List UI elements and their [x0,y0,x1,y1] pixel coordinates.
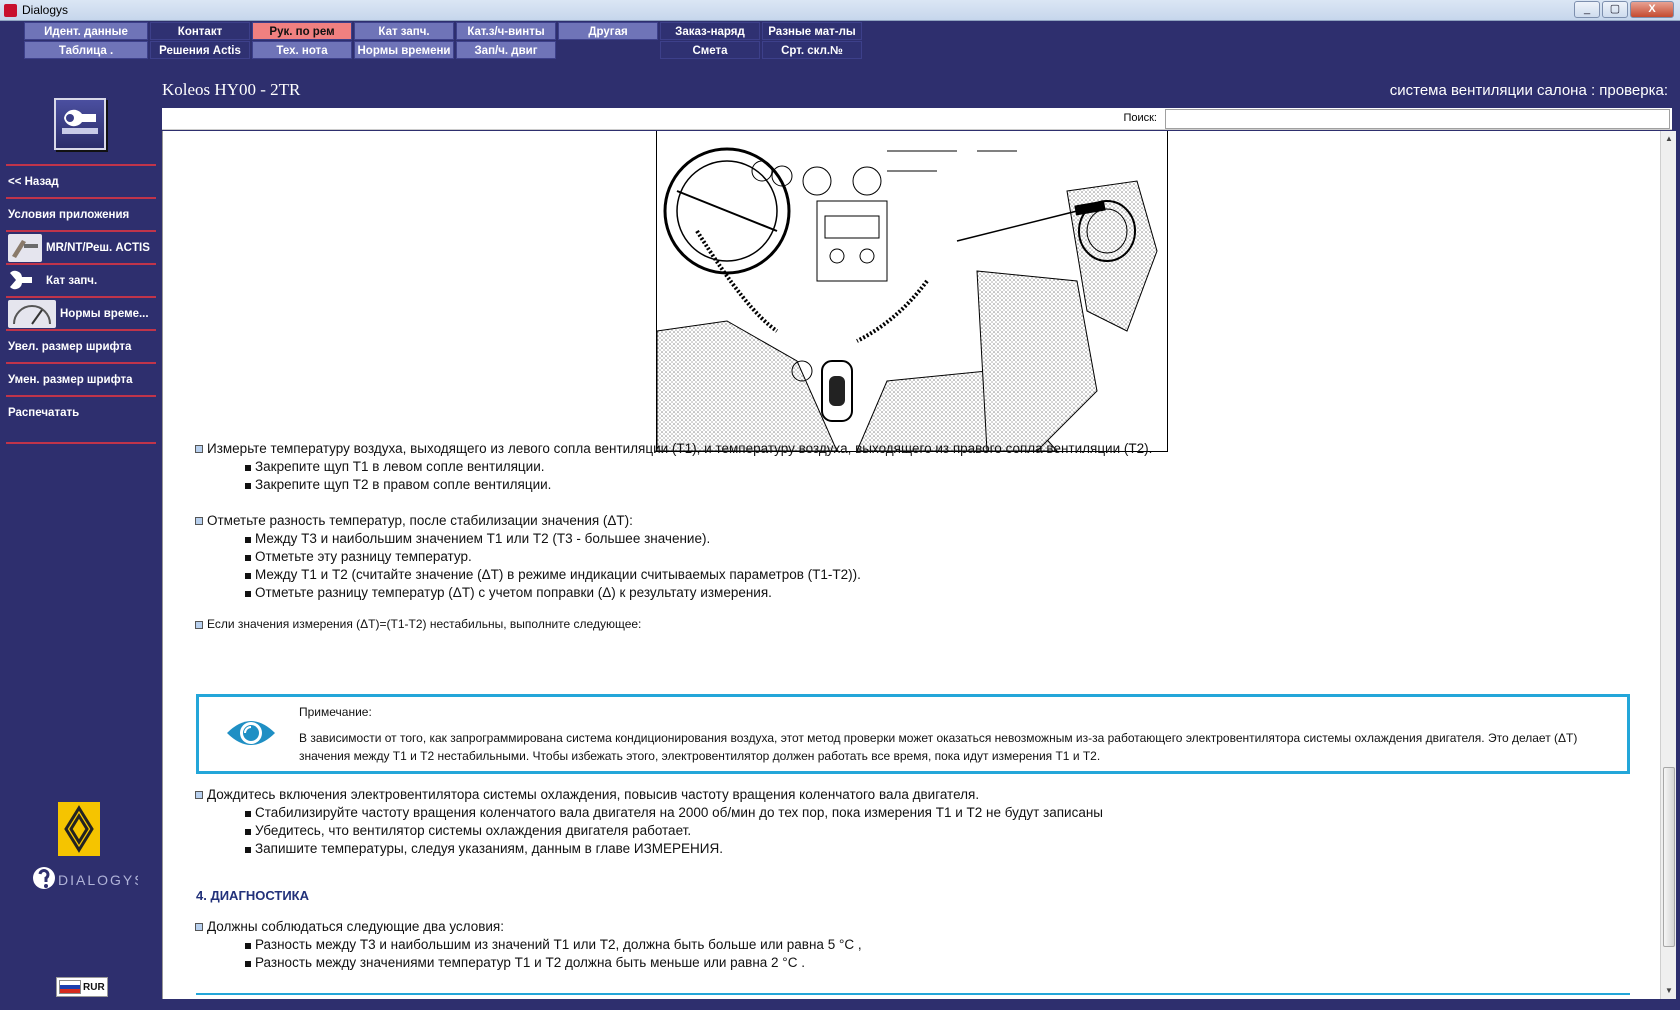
renault-logo [58,802,100,856]
tab-tech-note[interactable]: Тех. нота [252,41,352,59]
substep-probe-t2: Закрепите щуп T2 в правом сопле вентиляции. [255,477,552,492]
currency-flag[interactable] [56,977,108,997]
substep-check-fan: Убедитесь, что вентилятор системы охлаждения двигателя работает. [255,823,692,838]
substep-correction: Отметьте разницу температур (ΔT) с учетом поправки (Δ) к результату измерения. [255,585,772,600]
sidebar-increase-font[interactable] [6,330,156,363]
scroll-down-icon[interactable]: ▼ [1665,986,1673,995]
gauge-icon [8,300,56,328]
sidebar-increase-font-label: Увел. размер шрифта [8,340,132,353]
note-box [196,694,1630,774]
sidebar-application-conditions-label: Условия приложения [8,208,130,221]
substep-t1-t2: Между T1 и T2 (считайте значение (ΔT) в режиме индикации считываемых параметров (T1-T2)). [255,567,861,582]
top-tab-grid [24,22,924,60]
close-button[interactable]: X [1630,1,1674,18]
document-title: Koleos HY00 - 2TR [162,80,301,99]
eye-icon [225,715,277,751]
manual-icon [8,234,42,262]
app-icon [4,4,17,17]
dialogys-logo [32,862,138,898]
tab-warehouse[interactable]: Срт. скл.№ [762,41,862,59]
tab-labour-times[interactable]: Нормы времени [354,41,454,59]
step-measure-temperature: Измерьте температуру воздуха, выходящего из левого сопла вентиляции (T1), и температуру воздуха, выходящего из правого сопла вентиляции (T2). [207,441,1153,456]
tab-work-order[interactable]: Заказ-наряд [660,22,760,40]
tab-contact[interactable]: Контакт [150,22,250,40]
sidebar-parts-catalog-label: Кат запч. [46,274,98,287]
sidebar-decrease-font[interactable] [6,363,156,396]
section-divider [196,993,1630,995]
condition-t1-t2: Разность между значениями температур T1 и T2 должна быть меньше или равна 2 °C . [255,955,805,970]
substep-t3-max: Между T3 и наибольшим значением T1 или T2 (T3 - большее значение). [255,531,711,546]
step-unstable-values: Если значения измерения (ΔT)=(T1-T2) нестабильны, выполните следующее: [207,617,642,631]
step-note-difference: Отметьте разность температур, после стабилизации значения (ΔT): [207,513,633,528]
sidebar-decrease-font-label: Умен. размер шрифта [8,373,133,386]
sidebar-back[interactable] [6,165,156,198]
russia-flag-icon [59,980,81,994]
step-conditions: Должны соблюдаться следующие два условия: [207,919,504,934]
minimize-button[interactable]: _ [1574,1,1600,18]
tab-repair-manual[interactable]: Рук. по рем [252,22,352,40]
tab-actis-solutions[interactable]: Решения Actis [150,41,250,59]
diagnostics-heading: 4. ДИАГНОСТИКА [196,888,309,903]
tab-screws-catalog[interactable]: Кат.з/ч-винты [456,22,556,40]
sidebar-labour-times[interactable] [6,297,156,330]
sidebar-application-conditions[interactable] [6,198,156,231]
sidebar-mr-nt-actis[interactable] [6,231,156,264]
substep-probe-t1: Закрепите щуп T1 в левом сопле вентиляции. [255,459,545,474]
tab-parts-catalog[interactable]: Кат запч. [354,22,454,40]
scroll-thumb[interactable] [1663,767,1675,947]
dashboard-illustration [656,131,1168,452]
substep-stabilize-rpm: Стабилизируйте частоту вращения коленчатого вала двигателя на 2000 об/мин до тех пор, пока измерения T1 и T2 не будут записаны [255,805,1104,820]
sidebar-print-label: Распечатать [8,406,80,419]
sidebar-labour-times-label: Нормы време... [60,307,149,320]
vertical-scrollbar[interactable] [1660,131,1676,999]
wrench-tool-icon [54,98,106,150]
maximize-button[interactable]: ▢ [1602,1,1628,18]
currency-label: RUR [83,981,105,993]
document-content [162,131,1660,999]
step-wait-fan: Дождитесь включения электровентилятора системы охлаждения, повысив частоту вращения коленчатого вала двигателя. [207,787,980,802]
sidebar-mr-nt-actis-label: MR/NT/Реш. ACTIS [46,241,150,254]
sidebar-parts-catalog[interactable] [6,264,156,297]
search-label: Поиск: [1123,112,1157,124]
section-title: система вентиляции салона : проверка: [1389,82,1668,99]
tab-estimate[interactable]: Смета [660,41,760,59]
search-bar [162,108,1672,130]
tab-table[interactable]: Таблица . [24,41,148,59]
note-title: Примечание: [299,705,372,719]
sidebar-print[interactable] [6,396,156,429]
tab-other[interactable]: Другая [558,22,658,40]
condition-t3: Разность между T3 и наибольшим из значений T1 или T2, должна быть больше или равна 5 °C , [255,937,862,952]
window-title: Dialogys [22,3,69,17]
search-input[interactable] [1165,109,1670,129]
substep-record-temps: Запишите температуры, следуя указаниям, данным в главе ИЗМЕРЕНИЯ. [255,841,723,856]
tab-engine-parts[interactable]: Зап/ч. двиг [456,41,556,59]
substep-note-diff: Отметьте эту разницу температур. [255,549,472,564]
note-body: В зависимости от того, как запрограммирована система кондиционирования воздуха, этот метод проверки может оказаться невозможным из-за работающего электровентилятора системы охлаждения двигателя. Это делает (ΔT) значения между T1 и T2 нестабильными. Чтобы избежать этого, электровентилятор должен работать все время, пока идут измерения T1 и T2. [299,731,1578,763]
scroll-up-icon[interactable]: ▲ [1665,134,1673,143]
window-titlebar [0,0,1680,21]
svg-text:DIALOGYS: DIALOGYS [58,872,138,888]
sidebar-back-label: << Назад [8,175,59,188]
tab-misc-materials[interactable]: Разные мат-лы [762,22,862,40]
wrench-icon [8,267,42,295]
tab-ident-data[interactable]: Идент. данные [24,22,148,40]
